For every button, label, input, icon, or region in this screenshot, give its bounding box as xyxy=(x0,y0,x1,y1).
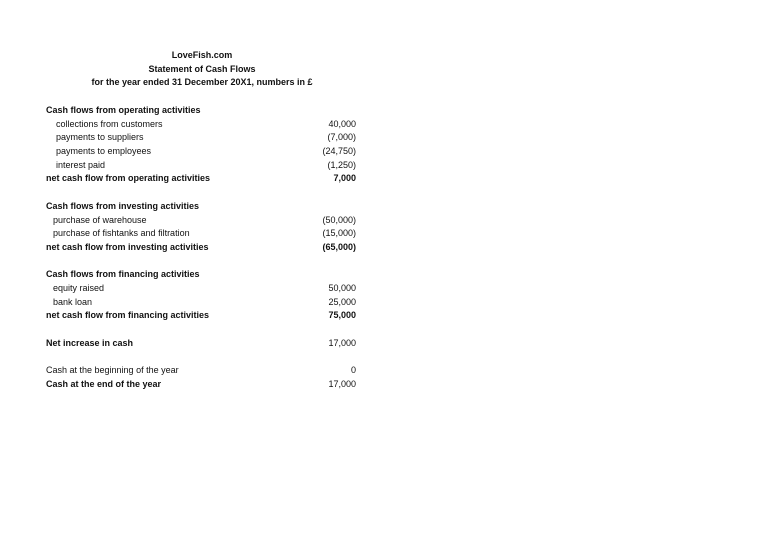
net-increase-label: Net increase in cash xyxy=(46,337,134,348)
section-spacer xyxy=(46,255,358,269)
line-item-label: payments to suppliers xyxy=(56,132,144,143)
cash-end-label: Cash at the end of the year xyxy=(46,378,162,389)
line-item-row xyxy=(46,145,358,159)
line-item-label: payments to employees xyxy=(56,146,152,157)
cash-begin-row xyxy=(46,364,358,378)
line-item-amount: 50,000 xyxy=(328,282,356,293)
line-item-label: interest paid xyxy=(56,159,106,170)
cash-begin-amount: 0 xyxy=(350,365,356,376)
financing-heading: Cash flows from financing activities xyxy=(46,269,200,280)
cash-begin-label: Cash at the beginning of the year xyxy=(46,365,179,376)
operating-heading: Cash flows from operating activities xyxy=(46,105,201,115)
investing-total-label: net cash flow from investing activities xyxy=(46,241,209,252)
line-item-row xyxy=(46,214,358,228)
line-item-label: purchase of fishtanks and filtration xyxy=(53,228,190,239)
net-increase-row xyxy=(46,337,358,351)
statement-title: Statement of Cash Flows xyxy=(148,63,256,74)
net-increase-amount: 17,000 xyxy=(328,337,356,348)
financing-total-label: net cash flow from financing activities xyxy=(46,310,210,321)
line-item-amount: 40,000 xyxy=(328,118,356,129)
line-item-row xyxy=(46,131,358,145)
financing-heading-row xyxy=(46,268,358,282)
financing-total-amount: 75,000 xyxy=(328,310,356,321)
line-item-label: equity raised xyxy=(53,282,105,293)
operating-total-amount: 7,000 xyxy=(333,173,356,184)
financing-total-row xyxy=(46,309,358,323)
line-item-amount: (15,000) xyxy=(322,228,356,239)
investing-heading: Cash flows from investing activities xyxy=(46,200,200,211)
line-item-row xyxy=(46,118,358,132)
statement-period: for the year ended 31 December 20X1, numbers in £ xyxy=(91,77,313,88)
cash-end-amount: 17,000 xyxy=(328,378,356,389)
operating-total-row xyxy=(46,172,358,186)
line-item-label: purchase of warehouse xyxy=(53,214,147,225)
line-item-amount: (24,750) xyxy=(322,146,356,157)
company-name: LoveFish.com xyxy=(171,50,233,60)
cash-flow-statement xyxy=(46,104,358,391)
line-item-label: bank loan xyxy=(53,296,93,307)
line-item-amount: (50,000) xyxy=(322,214,356,225)
cash-end-row xyxy=(46,378,358,392)
line-item-row xyxy=(46,282,358,296)
operating-heading-row xyxy=(46,104,358,118)
section-spacer xyxy=(46,350,358,364)
line-item-label: collections from customers xyxy=(56,118,163,129)
line-item-row xyxy=(46,296,358,310)
statement-header xyxy=(46,49,358,90)
operating-total-label: net cash flow from operating activities xyxy=(46,173,211,184)
section-spacer xyxy=(46,323,358,337)
line-item-row xyxy=(46,227,358,241)
line-item-amount: (7,000) xyxy=(327,132,356,143)
investing-total-amount: (65,000) xyxy=(322,241,356,252)
investing-total-row xyxy=(46,241,358,255)
line-item-row xyxy=(46,159,358,173)
investing-heading-row xyxy=(46,200,358,214)
section-spacer xyxy=(46,186,358,200)
line-item-amount: 25,000 xyxy=(328,296,356,307)
line-item-amount: (1,250) xyxy=(327,159,356,170)
